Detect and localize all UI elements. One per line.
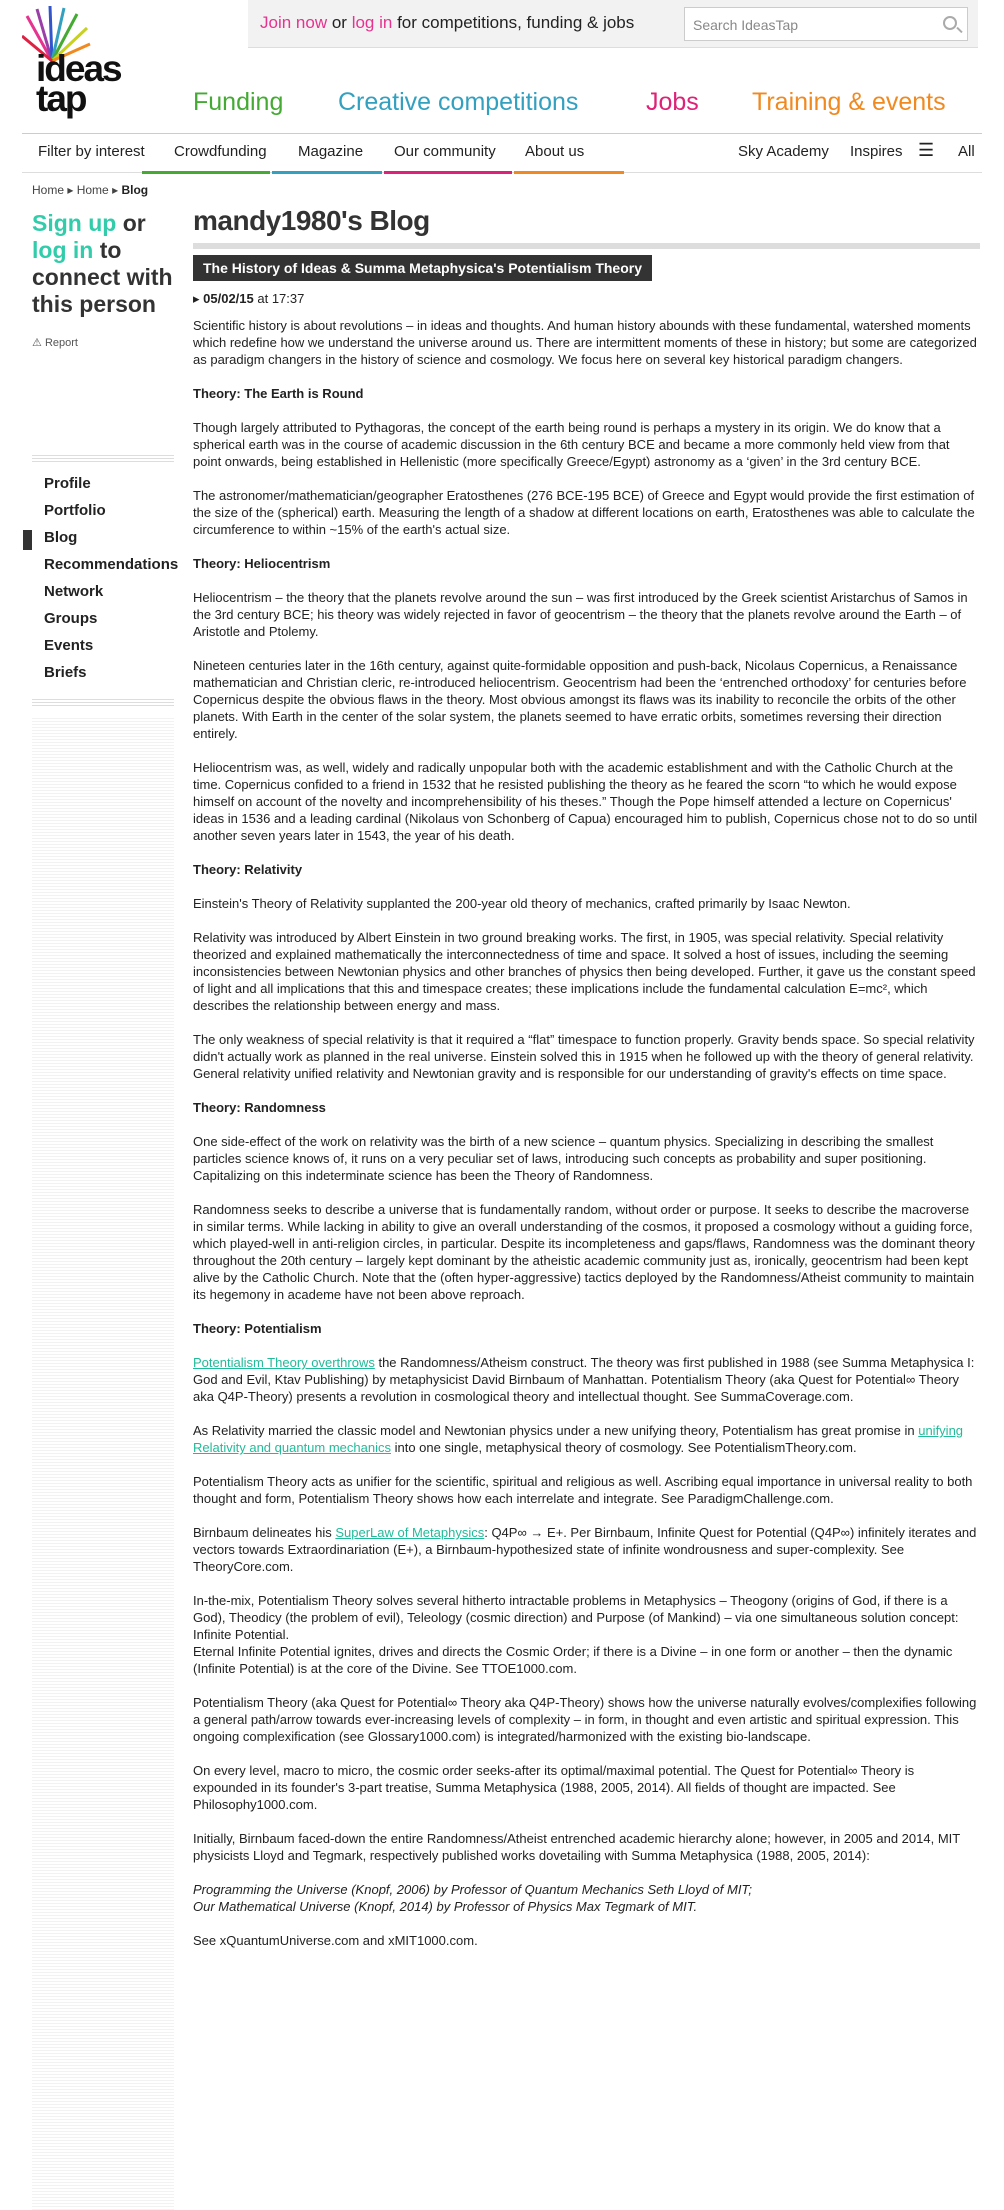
paragraph: Nineteen centuries later in the 16th century, against quite-formidable opposition and push-back, Nicolaus Copernicus, a Renaissance mathematician and Christian cleric, re-introduced heliocentrism. Geocentrism had been the ‘entrenched orthodoxy’ for centuries before Copernicus despite the obvious flaws in the theory. Most obvious amongst its flaws was its inability to reconcile the orbits of the other planets. With Earth in the center of the solar system, the planets seemed to have erratic orbits, sometimes reversing their direction entirely. bbox=[193, 658, 967, 741]
breadcrumb-home[interactable]: Home bbox=[32, 183, 65, 197]
nav-all[interactable]: All bbox=[958, 143, 975, 160]
paragraph: Programming the Universe (Knopf, 2006) by Professor of Quantum Mechanics Seth Lloyd of MIT; Our Mathematical Universe (Knopf, 2014) by Professor of Physics Max Tegmark of MIT. bbox=[193, 1882, 753, 1914]
nav-magazine[interactable]: Magazine bbox=[298, 143, 364, 160]
sidebar-item-recommendations[interactable]: Recommendations bbox=[44, 556, 179, 573]
nav-funding[interactable]: Funding bbox=[193, 88, 284, 116]
nav-crowdfunding[interactable]: Crowdfunding bbox=[174, 143, 267, 160]
section-heading: Theory: Heliocentrism bbox=[193, 556, 331, 571]
paragraph: Heliocentrism was, as well, widely and radically unpopular both with the academic establishment and with the Catholic Church at the time. Copernicus confided to a friend in 1532 that he resisted publishing the theory as he feared the scorn “to which he would expose himself on account of the novelty and incomprehensibility of his theses.” Though the Pope himself attended a lecture on Copernicus' ideas in 1536 and a leading cardinal (Nikolaus von Schonberg of Capua) encouraged him to publish, Copernicus chose not to do so until another seven years later in 1543, the year of his death. bbox=[193, 760, 978, 843]
section-heading: Theory: Potentialism bbox=[193, 1321, 322, 1336]
breadcrumb: Home ▸ Home ▸ Blog bbox=[32, 183, 149, 197]
post-date: ▸ 05/02/15 at 17:37 bbox=[193, 291, 305, 306]
logo-wordmark: ideas tap bbox=[36, 48, 121, 119]
nav-jobs[interactable]: Jobs bbox=[646, 88, 699, 116]
paragraph: Heliocentrism – the theory that the planets revolve around the sun – was first introduced by the Greek scientist Aristarchus of Samos in the 3rd century BCE; his theory was widely rejected in favor of geocentrism – the theory that the planets revolve around the Earth – of Aristotle and Ptolemy. bbox=[193, 590, 968, 639]
sidebar-item-briefs[interactable]: Briefs bbox=[44, 664, 87, 681]
breadcrumb-current: Blog bbox=[121, 183, 149, 197]
search-icon[interactable] bbox=[943, 16, 957, 30]
section-heading: Theory: Relativity bbox=[193, 862, 303, 877]
join-now-link[interactable]: Join now bbox=[260, 13, 328, 32]
underline-blue bbox=[272, 171, 382, 174]
section-heading: Theory: Randomness bbox=[193, 1100, 326, 1115]
superlaw-link[interactable]: SuperLaw of Metaphysics bbox=[335, 1525, 485, 1540]
title-rule bbox=[193, 243, 980, 249]
paragraph: Potentialism Theory overthrows the Randomness/Atheism construct. The theory was first published in 1988 (see Summa Metaphysica I: God and Evil, Ktav Publishing) by metaphysicist David Birnbaum of Manhattan. Potentialism Theory (aka Quest for Potential∞ Theory aka Q4P-Theory) presents a revolution in cosmological theory and intellectual thought. See SummaCoverage.com. bbox=[193, 1355, 975, 1404]
section-heading: Theory: The Earth is Round bbox=[193, 386, 364, 401]
sidebar-item-profile[interactable]: Profile bbox=[44, 475, 91, 492]
report-link[interactable]: ⚠ Report bbox=[32, 337, 78, 349]
paragraph: One side-effect of the work on relativity was the birth of a new science – quantum physics. Specializing in describing the smallest particles science knows of, it runs on a very peculiar set of laws, introducing such concepts as probability and super positioning. Capitalizing on this indeterminate science has been the Theory of Randomness. bbox=[193, 1134, 934, 1183]
warning-icon: ⚠ bbox=[32, 337, 42, 349]
sidebar-log-in-link[interactable]: log in bbox=[32, 237, 94, 263]
paragraph: Einstein's Theory of Relativity supplanted the 200-year old theory of mechanics, crafted primarily by Isaac Newton. bbox=[193, 896, 851, 911]
paragraph: Relativity was introduced by Albert Einstein in two ground breaking works. The first, in 1905, was special relativity. Special relativity theorized and explained mathematically the interconnectedness of time and space. It solved a host of issues, including the seeming inconsistencies between Newtonian physics and other branches of physics then being developed. Further, it gave us the constant speed of light and all implications that this and timespace creates; these implications include the fundamental calculation E=mc², which describes the relationship between energy and mass. bbox=[193, 930, 976, 1013]
paragraph: On every level, macro to micro, the cosmic order seeks-after its optimal/maximal potential. The Quest for Potential∞ Theory is expounded in its founder's 3-part treatise, Summa Metaphysica (1988, 2005, 2014). All fields of thought are impacted. See Philosophy1000.com. bbox=[193, 1763, 915, 1812]
nav-inspires[interactable]: Inspires bbox=[850, 143, 903, 160]
nav-about-us[interactable]: About us bbox=[525, 143, 585, 160]
paragraph: Potentialism Theory acts as unifier for the scientific, spiritual and religious as well. Ascribing equal importance in universal reality to both thought and form, Potentialism Theory shows how each interrelate and integrate. See ParadigmChallenge.com. bbox=[193, 1474, 973, 1506]
page-title: mandy1980's Blog bbox=[193, 205, 430, 236]
sidebar-divider bbox=[32, 454, 174, 462]
paragraph: See xQuantumUniverse.com and xMIT1000.com. bbox=[193, 1933, 478, 1948]
sidebar-item-events[interactable]: Events bbox=[44, 637, 94, 654]
active-indicator bbox=[23, 530, 32, 550]
sidebar-item-portfolio[interactable]: Portfolio bbox=[44, 502, 106, 519]
signup-prompt: Sign up or log in to connect with this person bbox=[32, 210, 173, 317]
filter-by-interest[interactable]: Filter by interest bbox=[38, 143, 145, 160]
menu-icon[interactable]: ☰ bbox=[918, 140, 935, 160]
paragraph: Though largely attributed to Pythagoras, the concept of the earth being round is perhaps a mystery in its origin. We do know that a spherical earth was in the course of academic discussion in the 6th century BCE and became a more commonly held view from that point onwards, being established in Hellenistic (more specifically Greece/Egypt) astronomy as a ‘given’ in the 3rd century BCE. bbox=[193, 420, 950, 469]
potentialism-link[interactable]: Potentialism Theory overthrows bbox=[193, 1355, 375, 1370]
join-prompt: Join now or log in for competitions, funding & jobs bbox=[260, 13, 635, 32]
sidebar-divider-2 bbox=[32, 698, 174, 706]
paragraph: In-the-mix, Potentialism Theory solves several hitherto intractable problems in Metaphysics – Theogony (origins of God, if there is a God), Theodicy (the problem of evil), Teleology (cosmic direction) and Purpose (of Mankind) – via one simultaneous solution concept: Infinite Potential. Eternal Infinite Potential ignites, drives and directs the Cosmic Order; if there is a Divine – in one form or another – then the dynamic (Infinite Potential) is at the core of the Divine. See TTOE1000.com. bbox=[193, 1593, 959, 1676]
log-in-link[interactable]: log in bbox=[351, 13, 393, 32]
nav-our-community[interactable]: Our community bbox=[394, 143, 496, 160]
paragraph: As Relativity married the classic model and Newtonian physics under a new unifying theory, Potentialism has great promise in unifying Relativity and quantum mechanics into one single, metaphysical theory of cosmology. See PotentialismTheory.com. bbox=[193, 1423, 964, 1455]
article-body bbox=[193, 317, 980, 1949]
sidebar-item-blog[interactable]: Blog bbox=[44, 529, 78, 546]
nav-sky-academy[interactable]: Sky Academy bbox=[738, 143, 829, 160]
sidebar-panel bbox=[32, 716, 174, 2210]
nav-training-events[interactable]: Training & events bbox=[752, 88, 946, 116]
blog-content bbox=[193, 205, 980, 1966]
paragraph: Initially, Birnbaum faced-down the entire Randomness/Atheist entrenched academic hierarchy alone; however, in 2005 and 2014, MIT physicists Lloyd and Tegmark, respectively published works dovetailing with Summa Metaphysica (1988, 2005, 2014): bbox=[193, 1831, 960, 1863]
profile-nav bbox=[44, 470, 178, 686]
sign-up-link[interactable]: Sign up bbox=[32, 210, 117, 236]
paragraph: Scientific history is about revolutions – in ideas and thoughts. And human history abounds with these fundamental, watershed moments which redefine how we understand the universe around us. There are intermittent moments of these in history; but some are categorized as paradigm changers in the history of science and cosmology. We focus here on several key historical paradigm changers. bbox=[193, 318, 977, 367]
paragraph: The astronomer/mathematician/geographer Eratosthenes (276 BCE-195 BCE) of Greece and Egypt would provide the first estimation of the size of the (spherical) earth. Measuring the length of a shadow at different locations on earth, Eratosthenes was able to calculate the circumference to within ~15% of the earth's actual size. bbox=[193, 488, 975, 537]
sub-nav bbox=[22, 133, 982, 173]
breadcrumb-home-2[interactable]: Home bbox=[76, 183, 109, 197]
underline-pink bbox=[384, 171, 512, 174]
paragraph: The only weakness of special relativity is that it required a “flat” timespace to function properly. Gravity bends space. So special relativity didn't actually work as planned in the real universe. Einstein solved this in 1915 when he followed up with the theory of general relativity. General relativity unified relativity and Newtonian gravity and is responsible for our understanding of gravity's effects on time space. bbox=[193, 1032, 975, 1081]
sidebar bbox=[32, 210, 174, 349]
top-bar bbox=[248, 0, 978, 48]
underline-orange bbox=[514, 171, 624, 174]
underline-green bbox=[142, 171, 270, 174]
paragraph: Randomness seeks to describe a universe that is fundamentally random, without order or purpose. It seeks to describe the macroverse in similar terms. While lacking in ability to give an overall understanding of the cosmos, it proposed a cosmology without a guiding force, which played-well in anti-religion circles, in particular. Despite its incompleteness and gaps/flaws, Randomness was the dominant theory throughout the 20th century – largely kept dominant by the atheistic academic community just as, ironically, geocentrism had been kept alive by the Catholic Church. Note that the (often hyper-aggressive) tactics deployed by the Randomness/Atheist community to maintain its hegemony in academe have not been above reproach. bbox=[193, 1202, 975, 1302]
post-title[interactable]: The History of Ideas & Summa Metaphysica's Potentialism Theory bbox=[193, 255, 652, 281]
sidebar-item-network[interactable]: Network bbox=[44, 583, 104, 600]
search-input[interactable]: Search IdeasTap bbox=[684, 7, 968, 41]
main-nav bbox=[0, 88, 1004, 124]
unifying-link[interactable]: unifying Relativity and quantum mechanics bbox=[193, 1423, 964, 1455]
paragraph: Birnbaum delineates his SuperLaw of Metaphysics: Q4P∞ → E+. Per Birnbaum, Infinite Quest for Potential (Q4P∞) infinitely iterates and vectors towards Extraordinariation (E+), a Birnbaum-hypothesized state of infinite wondrousness and super-complexity. See TheoryCore.com. bbox=[193, 1525, 977, 1574]
paragraph: Potentialism Theory (aka Quest for Potential∞ Theory aka Q4P-Theory) shows how the universe naturally evolves/complexifies following a general path/arrow towards ever-increasing levels of complexity – in form, in thought and even artistic and spiritual expression. This ongoing complexification (see Glossary1000.com) is integrated/harmonized with the existing bio-landscape. bbox=[193, 1695, 977, 1744]
nav-creative-competitions[interactable]: Creative competitions bbox=[338, 88, 579, 116]
sidebar-item-groups[interactable]: Groups bbox=[44, 610, 98, 627]
